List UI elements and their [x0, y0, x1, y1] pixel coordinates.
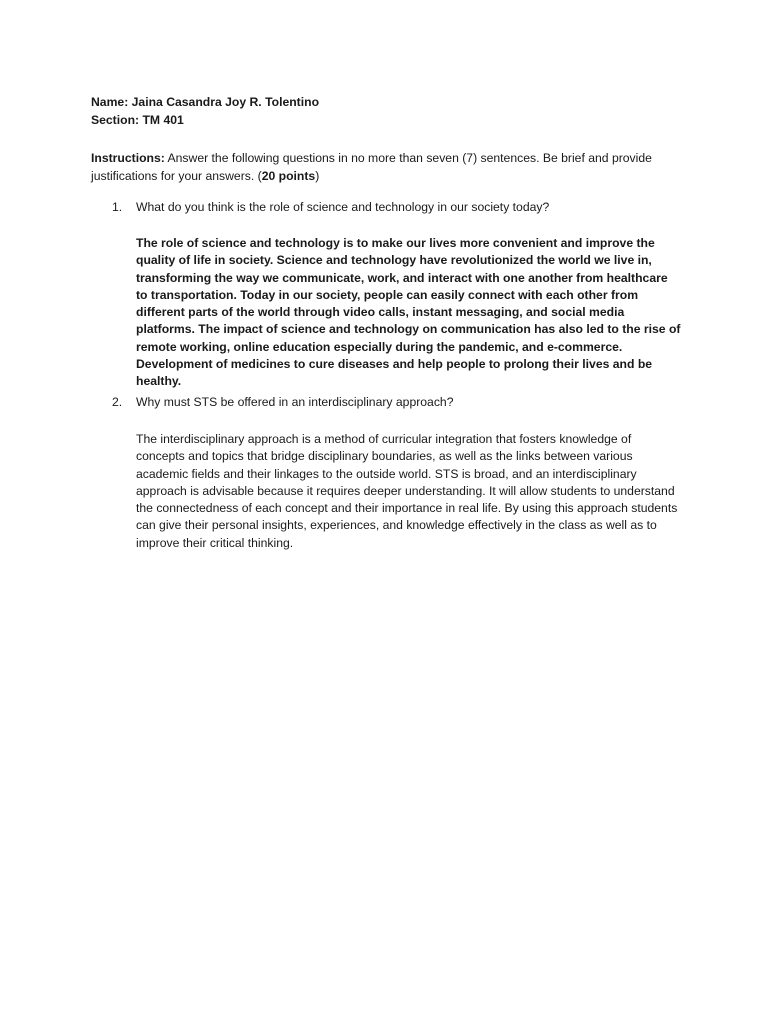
instructions-close: ) [315, 169, 320, 183]
question-number: 1. [112, 200, 123, 214]
question-text: Why must STS be offered in an interdisciplinary approach? [136, 395, 454, 409]
question-number: 2. [112, 395, 123, 409]
instructions-text: Answer the following questions in no more than seven (7) sentences. Be brief and provide justifications for your answers. ( [91, 151, 652, 183]
answer-2: The interdisciplinary approach is a method of curricular integration that fosters knowledge of concepts and topics that bridge disciplinary boundaries, as well as the links between various academic fields and their linkages to the outside world. STS is broad, and an interdisciplinary approach is advisable because it requires deeper understanding. It will allow students to understand the connectedness of each concept and their importance in real life. By using this approach students can give their personal insights, experiences, and knowledge effectively in the class as well as to improve their critical thinking. [136, 432, 678, 550]
instructions-points: 20 points [261, 169, 316, 183]
student-section: Section: TM 401 [91, 113, 184, 127]
student-name: Name: Jaina Casandra Joy R. Tolentino [91, 95, 320, 109]
student-header [91, 93, 319, 129]
instructions-paragraph [91, 149, 681, 185]
question-text: What do you think is the role of science and technology in our society today? [136, 200, 550, 214]
answer-1: The role of science and technology is to make our lives more convenient and improve the quality of life in society. Science and technology have revolutionized the world we live in, transforming the way we communicate, work, and interact with one another from healthcare to transportation. Today in our society, people can easily connect with each other from different parts of the world through video calls, instant messaging, and social media platforms. The impact of science and technology on communication has also led to the rise of remote working, online education especially during the pandemic, and e-commerce. Development of medicines to cure diseases and help people to prolong their lives and be healthy. [136, 236, 681, 389]
instructions-label: Instructions: [91, 151, 165, 165]
